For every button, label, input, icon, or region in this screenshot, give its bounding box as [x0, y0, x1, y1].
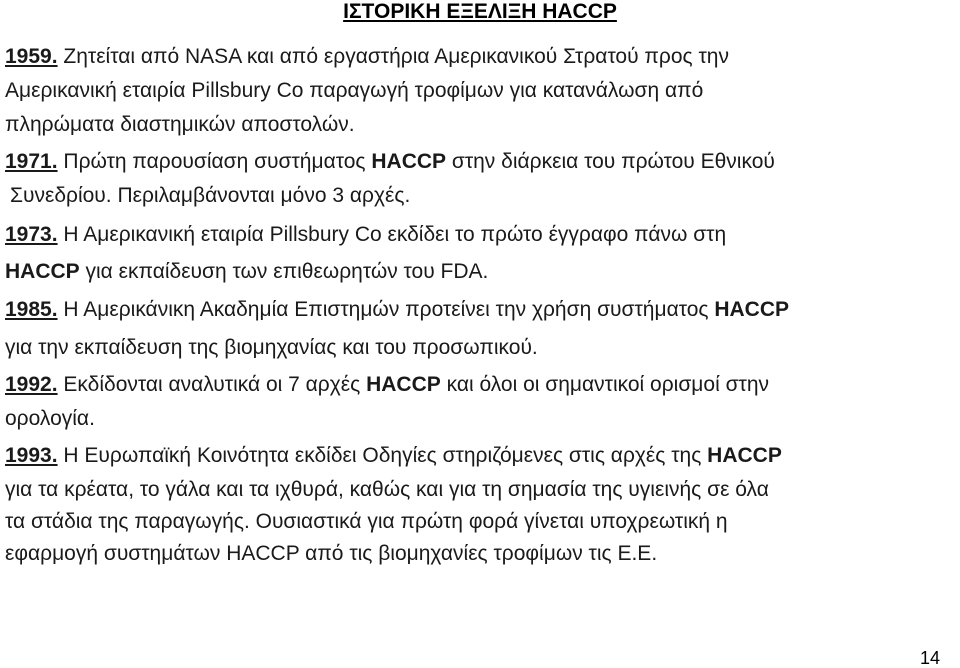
haccp-term: HACCP [707, 444, 782, 467]
haccp-term: HACCP [5, 260, 80, 283]
entry-1959-line-2 [5, 76, 703, 106]
entry-1973-line-2 [5, 257, 488, 287]
entry-text: Η Αμερικάνικη Ακαδημία Επιστημών προτείνει την χρήση συστήματος [57, 298, 715, 321]
entry-text: στην διάρκεια του πρώτου Εθνικού [446, 150, 775, 173]
entry-1993-line-2 [5, 475, 769, 505]
entry-1971-line-1 [5, 147, 775, 177]
entry-text: για την εκπαίδευση της βιομηχανίας και του προσωπικού. [5, 336, 538, 359]
entry-text: εφαρμογή συστημάτων HACCP από τις βιομηχανίες τροφίμων τις Ε.Ε. [5, 542, 658, 565]
entry-1993-line-4 [5, 539, 657, 569]
entry-1959-line-3 [5, 110, 355, 140]
entry-text: Αμερικανική εταιρία Pillsbury Co παραγωγή τροφίμων για κατανάλωση από [5, 79, 704, 102]
entry-text: Πρώτη παρουσίαση συστήματος [57, 150, 372, 173]
page-title: ΙΣΤΟΡΙΚΗ ΕΞΕΛΙΞΗ HACCP [343, 0, 617, 23]
year-label: 1985. [5, 298, 58, 321]
entry-text: για εκπαίδευση των επιθεωρητών του FDA. [79, 260, 489, 283]
entry-1993-line-3 [5, 507, 728, 537]
entry-text: Συνεδρίου. Περιλαμβάνονται μόνο 3 αρχές. [10, 184, 411, 207]
entry-text: Η Ευρωπαϊκή Κοινότητα εκδίδει Οδηγίες στηριζόμενες στις αρχές της [57, 444, 708, 467]
year-label: 1992. [5, 373, 58, 396]
entry-text: για τα κρέατα, το γάλα και τα ιχθυρά, καθώς και για τη σημασία της υγιεινής σε όλα [5, 478, 769, 501]
entry-1985-line-2 [5, 333, 538, 363]
page-number: 14 [919, 648, 940, 668]
entry-1992-line-2 [5, 404, 95, 434]
year-label: 1973. [5, 223, 58, 246]
entry-1973-line-1 [5, 220, 726, 250]
entry-1992-line-1 [5, 370, 769, 400]
entry-text: και όλοι οι σημαντικοί ορισμοί στην [440, 373, 770, 396]
entry-text: Ζητείται από NASA και από εργαστήρια Αμερικανικού Στρατού προς την [57, 45, 729, 68]
entry-1985-line-1 [5, 295, 789, 325]
entry-1971-line-2 [10, 181, 410, 211]
year-label: 1971. [5, 150, 58, 173]
year-label: 1959. [5, 45, 58, 68]
entry-text: τα στάδια της παραγωγής. Ουσιαστικά για πρώτη φορά γίνεται υποχρεωτική η [5, 510, 728, 533]
entry-text: Εκδίδονται αναλυτικά οι 7 αρχές [57, 373, 367, 396]
haccp-term: HACCP [371, 150, 447, 173]
entry-text: Η Αμερικανική εταιρία Pillsbury Co εκδίδει το πρώτο έγγραφο πάνω στη [57, 223, 727, 246]
haccp-term: HACCP [714, 298, 790, 321]
entry-text: ορολογία. [5, 407, 95, 430]
haccp-term: HACCP [366, 373, 441, 396]
entry-1993-line-1 [5, 441, 782, 471]
year-label: 1993. [5, 444, 58, 467]
entry-text: πληρώματα διαστημικών αποστολών. [5, 113, 355, 136]
entry-1959-line-1 [5, 42, 729, 72]
